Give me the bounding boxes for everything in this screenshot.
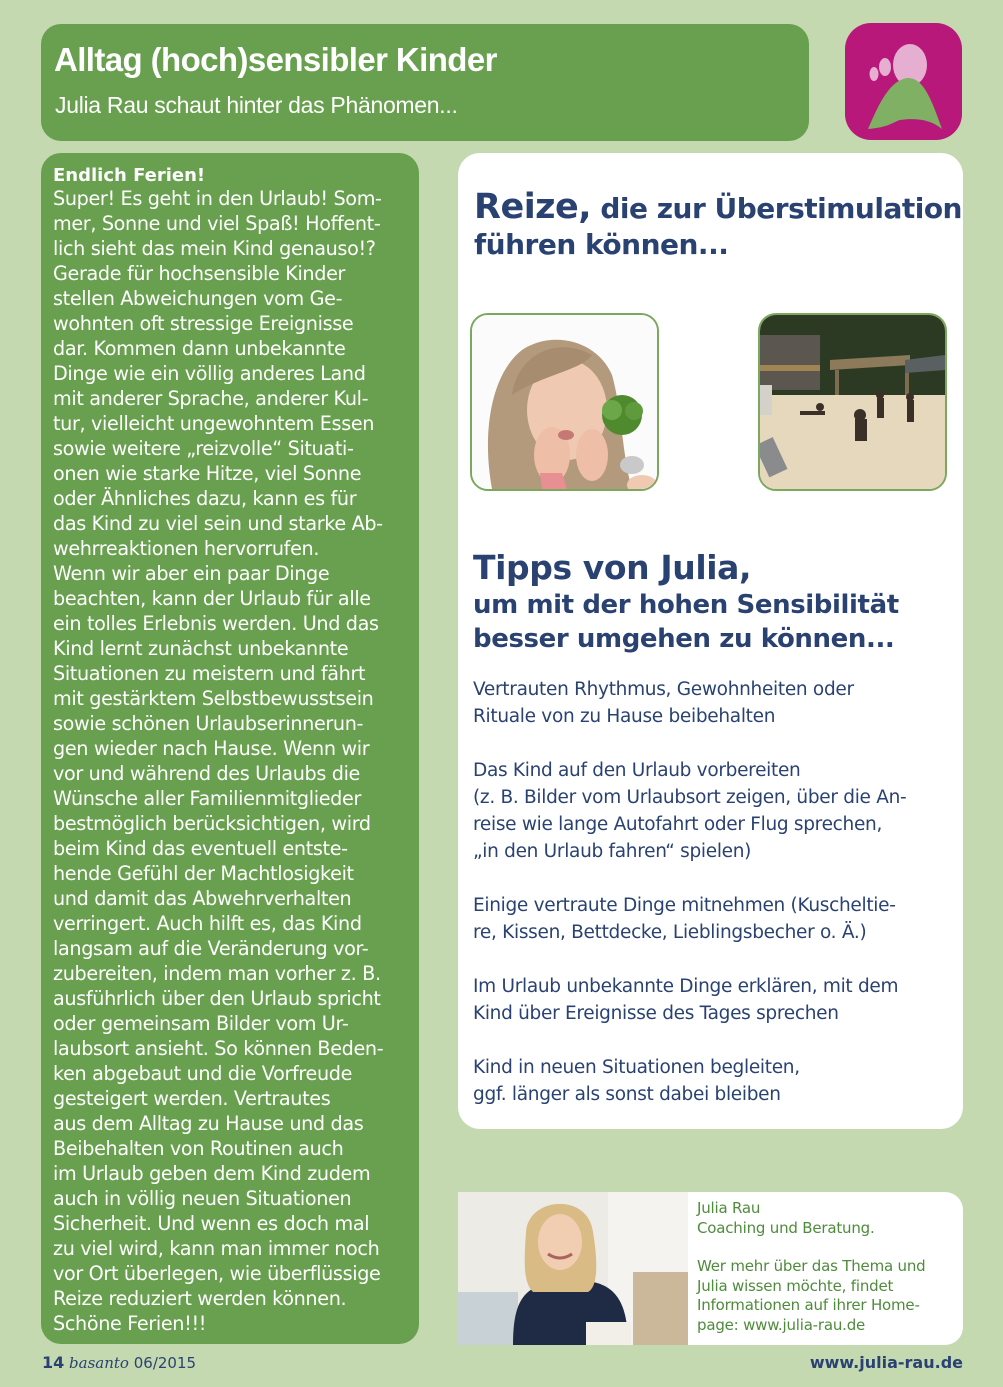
header-banner [41,24,809,141]
article-line: ein tolles Erlebnis werden. Und das [53,612,379,635]
article-line: tur, vielleicht ungewohntem Essen [53,412,375,435]
tip-item [473,676,953,730]
article-line: zu viel wird, kann man immer noch [53,1237,380,1260]
tip-item [473,757,953,865]
article-line: Beibehalten von Routinen auch [53,1137,344,1160]
tips-list [473,676,953,1135]
tips-card [458,153,963,1129]
article-line: Wünsche aller Familienmitglieder [53,787,361,810]
article-line: hende Gefühl der Machtlosigkeit [53,862,354,885]
article-line: und damit das Abwehrverhalten [53,887,352,910]
article-line: mit anderer Sprache, anderer Kul- [53,387,369,410]
article-line: wehrreaktionen hervorrufen. [53,537,320,560]
tipps-heading [473,548,899,656]
tipps-line2: besser umgehen zu können... [473,624,895,654]
article-column [41,153,419,1344]
article-line: Gerade für hochsensible Kinder [53,262,346,285]
tip-line: Kind über Ereignisse des Tages sprechen [473,1003,839,1024]
article-line: Kind lernt zunächst unbekannte [53,637,349,660]
reize-bold: Reize, [474,187,592,227]
person-thought-bubble-icon [845,23,962,140]
article-line: Dinge wie ein völlig anderes Land [53,362,366,385]
author-info-line: Julia wissen möchte, findet [697,1276,894,1295]
reize-line1: die zur Überstimulation [591,192,962,225]
footer-website-link[interactable]: www.julia-rau.de [809,1353,963,1372]
julia-rau-portrait-photo [458,1192,688,1345]
tipps-line1: um mit der hohen Sensibilität [473,590,899,620]
article-line: Reize reduziert werden können. [53,1287,347,1310]
article-line: lich sieht das mein Kind genauso!? [53,237,376,260]
tip-line: Vertrauten Rhythmus, Gewohnheiten oder [473,679,854,700]
article-line: stellen Abweichungen vom Ge- [53,287,343,310]
article-line: Sicherheit. Und wenn es doch mal [53,1212,370,1235]
article-line: aus dem Alltag zu Hause und das [53,1112,364,1135]
author-info [697,1199,926,1335]
article-line: dar. Kommen dann unbekannte [53,337,346,360]
author-name: Julia Rau [697,1199,761,1217]
page-number: 14 [42,1353,65,1372]
article-line: verringert. Auch hilft es, das Kind [53,912,362,935]
tip-item [473,1054,953,1108]
page-subtitle: Julia Rau schaut hinter das Phänomen... [55,92,458,118]
tip-item [473,973,953,1027]
tip-line: „in den Urlaub fahren“ spielen) [473,841,752,862]
article-line: beachten, kann der Urlaub für alle [53,587,371,610]
article-line: auch in völlig neuen Situationen [53,1187,352,1210]
article-line: zubereiten, indem man vorher z. B. [53,962,381,985]
article-line: onen wie starke Hitze, viel Sonne [53,462,362,485]
tipps-bold: Tipps von Julia, [473,548,752,587]
article-line: langsam auf die Veränderung vor- [53,937,369,960]
tip-line: Rituale von zu Hause beibehalten [473,706,776,727]
article-line: ausführlich über den Urlaub spricht [53,987,381,1010]
article-line: gesteigert werden. Vertrautes [53,1087,331,1110]
author-role: Coaching und Beratung. [697,1218,875,1237]
article-line: gen wieder nach Hause. Wenn wir [53,737,370,760]
article-line: mit gestärktem Selbstbewusstsein [53,687,374,710]
article-line: vor Ort überlegen, wie überflüssige [53,1262,381,1285]
article-line: das Kind zu viel sein und starke Ab- [53,512,383,535]
article-heading: Endlich Ferien! [53,165,206,186]
logo [845,23,962,140]
tip-line: ggf. länger als sonst dabei bleiben [473,1084,781,1105]
tip-line: Einige vertraute Dinge mitnehmen (Kuscheltie- [473,895,896,916]
article-line: Situationen zu meistern und fährt [53,662,366,685]
crowded-beach-photo [758,313,947,491]
reize-line2: führen können... [474,228,729,261]
article-line: im Urlaub geben dem Kind zudem [53,1162,371,1185]
article-line: Super! Es geht in den Urlaub! Som- [53,187,382,210]
article-line: oder gemeinsam Bilder vom Ur- [53,1012,349,1035]
reize-heading [474,189,962,263]
issue-date: 06/2015 [133,1354,197,1372]
article-body [53,186,411,1336]
article-line: oder Ähnliches dazu, kann es für [53,487,357,510]
tip-line: Im Urlaub unbekannte Dinge erklären, mit dem [473,976,899,997]
magazine-name: basanto [69,1354,129,1372]
tip-item [473,892,953,946]
author-info-line: Informationen auf ihrer Home- [697,1296,920,1314]
article-line: Schöne Ferien!!! [53,1312,207,1335]
article-line: ken abgebaut und die Vorfreude [53,1062,353,1085]
tip-line: (z. B. Bilder vom Urlaubsort zeigen, über die An- [473,787,907,808]
tip-line: reise wie lange Autofahrt oder Flug sprechen, [473,814,883,835]
author-info-line: page: www.julia-rau.de [697,1315,866,1334]
article-line: beim Kind das eventuell entste- [53,837,348,860]
article-line: wohnten oft stressige Ereignisse [53,312,354,335]
article-line: sowie schönen Urlaubserinnerun- [53,712,364,735]
footer-page-info [42,1353,196,1372]
girl-refusing-broccoli-photo [470,313,659,491]
article-line: vor und während des Urlaubs die [53,762,361,785]
article-line: bestmöglich berücksichtigen, wird [53,812,371,835]
article-line: mer, Sonne und viel Spaß! Hoffent- [53,212,381,235]
article-line: Wenn wir aber ein paar Dinge [53,562,330,585]
article-line: laubsort ansieht. So können Beden- [53,1037,384,1060]
author-box [458,1192,963,1345]
tip-line: Kind in neuen Situationen begleiten, [473,1057,800,1078]
author-info-line: Wer mehr über das Thema und [697,1257,926,1275]
page-title: Alltag (hoch)sensibler Kinder [54,41,497,78]
tip-line: Das Kind auf den Urlaub vorbereiten [473,760,801,781]
article-line: sowie weitere „reizvolle“ Situati- [53,437,354,460]
tip-line: re, Kissen, Bettdecke, Lieblingsbecher o. Ä.) [473,922,867,943]
